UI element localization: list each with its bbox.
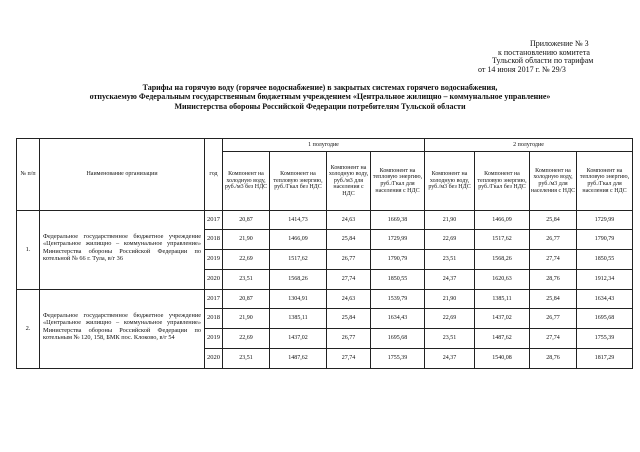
value-cell: 24,37 xyxy=(425,349,475,369)
value-cell: 27,74 xyxy=(327,349,371,369)
table-row xyxy=(17,211,633,230)
value-cell: 1437,02 xyxy=(270,329,327,349)
value-cell: 1517,62 xyxy=(270,250,327,270)
appendix-block xyxy=(470,40,635,74)
value-cell: 28,76 xyxy=(530,270,577,290)
value-cell: 21,90 xyxy=(223,230,270,250)
value-cell: 20,87 xyxy=(223,211,270,230)
org-name-text: Федеральное государственное бюджетное учреждение «Центральное жилищно – коммунальное управление» Министерства обороны Российской Федерации по котельным № 120, 158, БМК пос. Клоково, в/г 54 xyxy=(43,312,201,341)
value-cell: 23,51 xyxy=(425,250,475,270)
header-half2: 2 полугодие xyxy=(425,139,633,152)
table-row xyxy=(17,290,633,309)
value-cell: 1850,55 xyxy=(371,270,425,290)
value-cell: 25,84 xyxy=(530,290,577,309)
value-cell: 1385,11 xyxy=(270,309,327,329)
value-cell: 1755,39 xyxy=(577,329,633,349)
value-cell: 1790,79 xyxy=(577,230,633,250)
tariff-table xyxy=(16,138,633,369)
value-cell: 1620,63 xyxy=(475,270,530,290)
value-cell: 26,77 xyxy=(530,230,577,250)
value-cell: 1466,09 xyxy=(270,230,327,250)
value-cell: 1634,43 xyxy=(371,309,425,329)
value-cell: 21,90 xyxy=(425,211,475,230)
header-org: Наименование организации xyxy=(40,139,205,211)
header-num: № п/п xyxy=(17,139,40,211)
appendix-line: Приложение № 3 xyxy=(530,39,589,48)
value-cell: 1669,38 xyxy=(371,211,425,230)
document-title xyxy=(20,83,620,111)
value-cell: 27,74 xyxy=(327,270,371,290)
header-sub: Компонент на тепловую энергию, руб./Гкал для населения с НДС xyxy=(577,152,633,211)
year-cell: 2018 xyxy=(205,230,223,250)
value-cell: 1817,29 xyxy=(577,349,633,369)
value-cell: 1568,26 xyxy=(475,250,530,270)
value-cell: 24,63 xyxy=(327,290,371,309)
value-cell: 25,84 xyxy=(327,309,371,329)
value-cell: 26,77 xyxy=(327,329,371,349)
org-name xyxy=(40,290,205,369)
year-cell: 2019 xyxy=(205,329,223,349)
title-line: Министерства обороны Российской Федерации потребителям Тульской области xyxy=(174,101,466,111)
value-cell: 1850,55 xyxy=(577,250,633,270)
value-cell: 23,51 xyxy=(223,270,270,290)
value-cell: 1912,34 xyxy=(577,270,633,290)
value-cell: 20,87 xyxy=(223,290,270,309)
header-sub: Компонент на тепловую энергию, руб./Гкал для населения с НДС xyxy=(371,152,425,211)
value-cell: 23,51 xyxy=(425,329,475,349)
value-cell: 1539,79 xyxy=(371,290,425,309)
org-number: 2. xyxy=(17,290,40,369)
value-cell: 1790,79 xyxy=(371,250,425,270)
value-cell: 26,77 xyxy=(327,250,371,270)
year-cell: 2017 xyxy=(205,290,223,309)
value-cell: 1487,62 xyxy=(270,349,327,369)
value-cell: 23,51 xyxy=(223,349,270,369)
title-line: Тарифы на горячую воду (горячее водоснабжение) в закрытых системах горячего водоснабжения, xyxy=(142,83,498,92)
header-sub: Компонент на холодную воду, руб./м3 для населения с НДС xyxy=(327,152,371,211)
title-line: отпускаемую Федеральным государственным бюджетным учреждением «Центральное жилищно – коммунальное управление» xyxy=(89,92,551,102)
value-cell: 22,69 xyxy=(425,309,475,329)
header-year: год xyxy=(205,139,223,211)
year-cell: 2020 xyxy=(205,270,223,290)
appendix-line: от 14 июня 2017 г. № 29/3 xyxy=(478,64,566,74)
value-cell: 27,74 xyxy=(530,329,577,349)
value-cell: 28,76 xyxy=(530,349,577,369)
org-name-text: Федеральное государственное бюджетное учреждение «Центральное жилищно – коммунальное управление» Министерства обороны Российской Федерации по котельной № 66 г. Тула, в/г 36 xyxy=(43,233,201,262)
header-sub: Компонент на тепловую энергию, руб./Гкал без НДС xyxy=(475,152,530,211)
value-cell: 1729,99 xyxy=(577,211,633,230)
header-sub: Компонент на холодную воду, руб./м3 без НДС xyxy=(223,152,270,211)
year-cell: 2020 xyxy=(205,349,223,369)
appendix-line: к постановлению комитета xyxy=(498,47,590,57)
value-cell: 24,37 xyxy=(425,270,475,290)
year-cell: 2017 xyxy=(205,211,223,230)
year-cell: 2018 xyxy=(205,309,223,329)
value-cell: 21,90 xyxy=(425,290,475,309)
value-cell: 1729,99 xyxy=(371,230,425,250)
header-sub: Компонент на холодную воду, руб./м3 без НДС xyxy=(425,152,475,211)
value-cell: 1304,91 xyxy=(270,290,327,309)
value-cell: 27,74 xyxy=(530,250,577,270)
value-cell: 1695,68 xyxy=(577,309,633,329)
value-cell: 1568,26 xyxy=(270,270,327,290)
value-cell: 1755,39 xyxy=(371,349,425,369)
value-cell: 1695,68 xyxy=(371,329,425,349)
value-cell: 1634,43 xyxy=(577,290,633,309)
value-cell: 1466,09 xyxy=(475,211,530,230)
value-cell: 26,77 xyxy=(530,309,577,329)
value-cell: 1437,02 xyxy=(475,309,530,329)
value-cell: 25,84 xyxy=(530,211,577,230)
value-cell: 1540,08 xyxy=(475,349,530,369)
value-cell: 22,69 xyxy=(223,250,270,270)
value-cell: 21,90 xyxy=(223,309,270,329)
header-sub: Компонент на тепловую энергию, руб./Гкал без НДС xyxy=(270,152,327,211)
value-cell: 1517,62 xyxy=(475,230,530,250)
value-cell: 25,84 xyxy=(327,230,371,250)
appendix-line: Тульской области по тарифам xyxy=(492,56,594,66)
value-cell: 1385,11 xyxy=(475,290,530,309)
value-cell: 1487,62 xyxy=(475,329,530,349)
value-cell: 22,69 xyxy=(425,230,475,250)
value-cell: 1414,73 xyxy=(270,211,327,230)
org-name xyxy=(40,211,205,290)
value-cell: 24,63 xyxy=(327,211,371,230)
header-half1: 1 полугодие xyxy=(223,139,425,152)
org-number: 1. xyxy=(17,211,40,290)
year-cell: 2019 xyxy=(205,250,223,270)
header-sub: Компонент на холодную воду, руб./м3 для населения с НДС xyxy=(530,152,577,211)
value-cell: 22,69 xyxy=(223,329,270,349)
